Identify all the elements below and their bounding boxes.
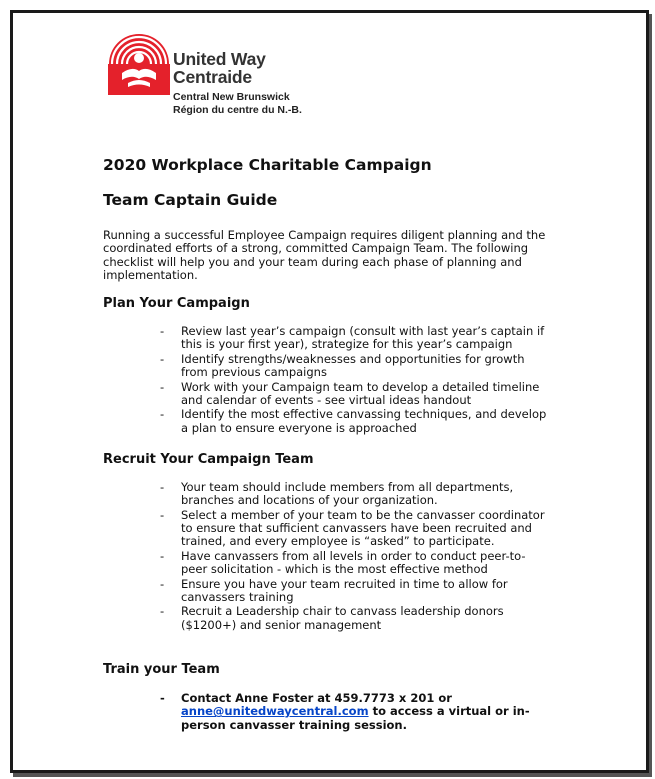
list-item: - Have canvassers from all levels in order to conduct peer-to-peer solicitation - which is the most effective method — [160, 548, 526, 577]
list-item: - Review last year’s campaign (consult with last year’s captain if this is your first year), strategize for this year’s campaign — [160, 324, 545, 352]
list-item: - Ensure you have your team recruited in time to allow for canvassers training — [160, 576, 508, 604]
list-item: - Select a member of your team to be the canvasser coordinator to ensure that sufficient canvassers have been recruited and trained, and every employee is “asked” to participate. — [160, 507, 545, 549]
dash-bullet: - — [160, 407, 165, 422]
dash-bullet: - — [160, 351, 165, 366]
recruit-checklist — [160, 481, 550, 633]
list-item — [160, 692, 550, 732]
dash-bullet: - — [160, 324, 165, 338]
logo-region — [173, 91, 302, 117]
section-heading-train: Train your Team — [103, 662, 220, 677]
dash-bullet: - — [160, 691, 165, 705]
list-item: - Your team should include members from all departments, branches and locations of your organization. — [160, 480, 514, 508]
logo-region-en: Central New Brunswick — [173, 91, 290, 103]
intro-paragraph: Running a successful Employee Campaign requires diligent planning and the coordinated efforts of a strong, committed Campaign Team. The following checklist will help you and your team during each phase of planning and implementation. — [103, 228, 546, 282]
dash-bullet: - — [160, 576, 165, 591]
united-way-hand-logo-icon — [108, 33, 170, 95]
section-heading-plan: Plan Your Campaign — [103, 296, 250, 311]
united-way-logo — [108, 33, 170, 95]
logo-name-line1: United Way — [173, 49, 266, 69]
plan-checklist — [160, 325, 550, 436]
logo-region-fr: Région du centre du N.-B. — [173, 104, 302, 116]
document-title: 2020 Workplace Charitable Campaign — [103, 156, 432, 174]
list-item: - Recruit a Leadership chair to canvass leadership donors ($1200+) and senior management — [160, 604, 504, 632]
contact-text-before: Contact Anne Foster at 459.7773 x 201 or — [181, 691, 452, 705]
logo-wordmark — [173, 50, 266, 86]
contact-text-after: to access a virtual or in-person canvasser training session. — [181, 704, 530, 732]
list-item: - Identify strengths/weaknesses and opportunities for growth from previous campaigns — [160, 351, 525, 380]
dash-bullet: - — [160, 604, 165, 619]
dash-bullet: - — [160, 548, 165, 563]
section-heading-recruit: Recruit Your Campaign Team — [103, 452, 314, 467]
dash-bullet: - — [160, 507, 165, 522]
list-item: - Identify the most effective canvassing techniques, and develop a plan to ensure everyone is approached — [160, 407, 547, 435]
logo-name-line2: Centraide — [173, 67, 252, 87]
dash-bullet: - — [160, 379, 165, 394]
dash-bullet: - — [160, 480, 165, 494]
document-subtitle: Team Captain Guide — [103, 191, 278, 209]
contact-email-link[interactable]: anne@unitedwaycentral.com — [181, 704, 369, 719]
list-item: - Work with your Campaign team to develop a detailed timeline and calendar of events - see virtual ideas handout — [160, 379, 540, 407]
train-checklist — [160, 692, 550, 733]
